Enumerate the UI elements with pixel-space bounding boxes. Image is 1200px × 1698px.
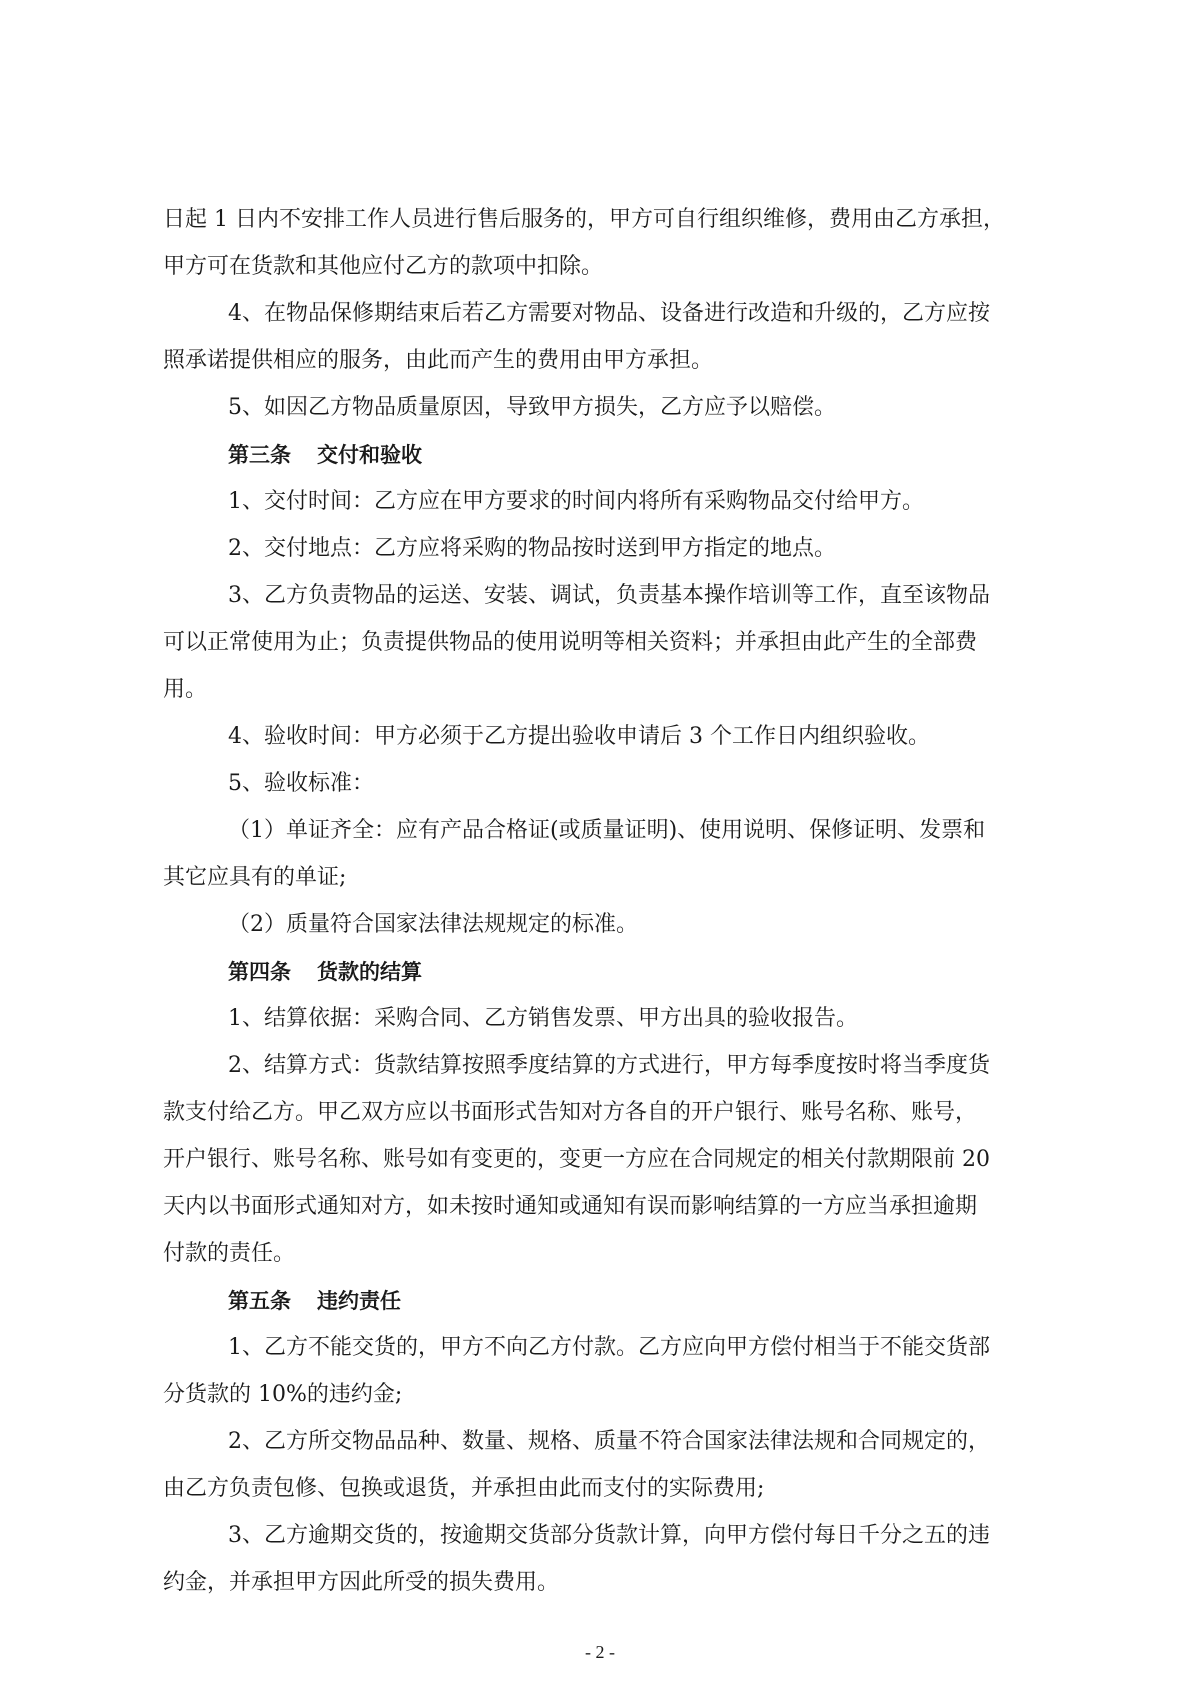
text-line: 照承诺提供相应的服务，由此而产生的费用由甲方承担。 xyxy=(163,348,714,373)
text-line: 3、乙方负责物品的运送、安装、调试，负责基本操作培训等工作，直至该物品 xyxy=(228,583,990,608)
heading-title: 货款的结算 xyxy=(317,960,422,984)
text-line: 付款的责任。 xyxy=(163,1241,296,1266)
section-heading-3 xyxy=(228,440,422,470)
section-heading-4 xyxy=(228,957,422,987)
text-line: 可以正常使用为止；负责提供物品的使用说明等相关资料；并承担由此产生的全部费 xyxy=(163,630,978,655)
text-line: 其它应具有的单证; xyxy=(163,865,347,890)
text-line: 款支付给乙方。甲乙双方应以书面形式告知对方各自的开户银行、账号名称、账号， xyxy=(163,1100,978,1125)
text-line: （1）单证齐全：应有产品合格证(或质量证明)、使用说明、保修证明、发票和 xyxy=(228,818,986,843)
text-line: 开户银行、账号名称、账号如有变更的，变更一方应在合同规定的相关付款期限前 20 xyxy=(163,1147,990,1172)
text-line: 1、交付时间：乙方应在甲方要求的时间内将所有采购物品交付给甲方。 xyxy=(228,489,924,514)
text-line: 2、结算方式：货款结算按照季度结算的方式进行，甲方每季度按时将当季度货 xyxy=(228,1053,990,1078)
section-heading-5 xyxy=(228,1286,401,1316)
heading-number: 第三条 xyxy=(228,443,291,467)
text-line: 甲方可在货款和其他应付乙方的款项中扣除。 xyxy=(163,254,604,279)
heading-number: 第五条 xyxy=(228,1289,291,1313)
text-line: 2、交付地点：乙方应将采购的物品按时送到甲方指定的地点。 xyxy=(228,536,836,561)
text-line: 约金，并承担甲方因此所受的损失费用。 xyxy=(163,1570,560,1595)
heading-number: 第四条 xyxy=(228,960,291,984)
page-number: - 2 - xyxy=(585,1642,615,1662)
text-line: 4、在物品保修期结束后若乙方需要对物品、设备进行改造和升级的，乙方应按 xyxy=(228,301,990,326)
text-line: 2、乙方所交物品品种、数量、规格、质量不符合国家法律法规和合同规定的， xyxy=(228,1429,990,1454)
text-line: 天内以书面形式通知对方，如未按时通知或通知有误而影响结算的一方应当承担逾期 xyxy=(163,1194,978,1219)
text-line: 5、如因乙方物品质量原因，导致甲方损失，乙方应予以赔偿。 xyxy=(228,395,836,420)
text-line: 3、乙方逾期交货的，按逾期交货部分货款计算，向甲方偿付每日千分之五的违 xyxy=(228,1523,990,1548)
text-line: 4、验收时间：甲方必须于乙方提出验收申请后 3 个工作日内组织验收。 xyxy=(228,724,930,749)
text-line: 用。 xyxy=(163,677,208,702)
text-line: （2）质量符合国家法律法规规定的标准。 xyxy=(228,912,638,937)
heading-title: 交付和验收 xyxy=(317,443,422,467)
text-line: 日起 1 日内不安排工作人员进行售后服务的，甲方可自行组织维修，费用由乙方承担， xyxy=(163,207,1005,232)
text-line: 1、乙方不能交货的，甲方不向乙方付款。乙方应向甲方偿付相当于不能交货部 xyxy=(228,1335,990,1360)
text-line: 分货款的 10%的违约金; xyxy=(163,1382,403,1407)
text-line: 5、验收标准： xyxy=(228,771,374,796)
text-line: 由乙方负责包修、包换或退货，并承担由此而支付的实际费用; xyxy=(163,1476,765,1501)
heading-title: 违约责任 xyxy=(317,1289,401,1313)
text-line: 1、结算依据：采购合同、乙方销售发票、甲方出具的验收报告。 xyxy=(228,1006,858,1031)
